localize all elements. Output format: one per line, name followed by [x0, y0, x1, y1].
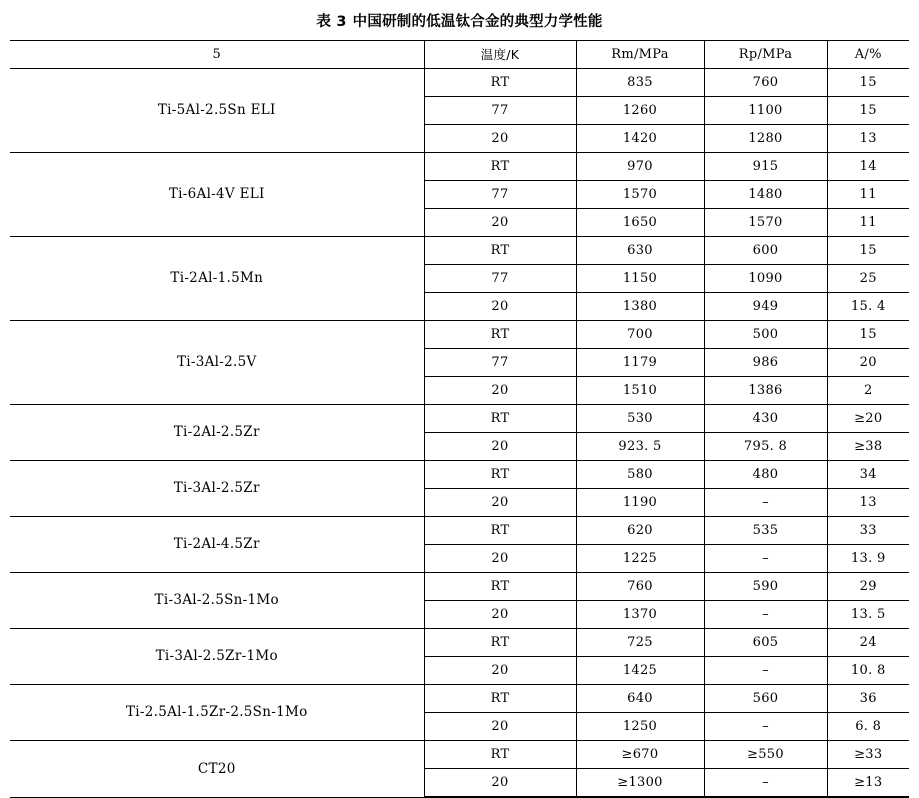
rp-cell: 480: [704, 461, 827, 489]
temperature-cell: 20: [424, 769, 576, 798]
rm-cell: 700: [576, 321, 704, 349]
elongation-cell: 15: [827, 69, 909, 97]
elongation-cell: 36: [827, 685, 909, 713]
elongation-cell: 24: [827, 629, 909, 657]
rm-cell: 1250: [576, 713, 704, 741]
alloy-name-cell: Ti-2.5Al-1.5Zr-2.5Sn-1Mo: [10, 685, 424, 741]
column-header-rp: Rp/MPa: [704, 41, 827, 69]
rm-cell: 1179: [576, 349, 704, 377]
alloy-name-cell: Ti-3Al-2.5V: [10, 321, 424, 405]
rm-cell: 923. 5: [576, 433, 704, 461]
rm-cell: 620: [576, 517, 704, 545]
elongation-cell: 15: [827, 321, 909, 349]
table-row: [10, 153, 909, 181]
alloy-name-cell: Ti-2Al-2.5Zr: [10, 405, 424, 461]
rp-cell: 430: [704, 405, 827, 433]
rp-cell: 560: [704, 685, 827, 713]
rp-cell: 760: [704, 69, 827, 97]
table-row: [10, 573, 909, 601]
elongation-cell: 11: [827, 181, 909, 209]
elongation-cell: 33: [827, 517, 909, 545]
temperature-cell: 20: [424, 209, 576, 237]
rm-cell: 1510: [576, 377, 704, 405]
caption-text: 中国研制的低温钛合金的典型力学性能: [352, 14, 603, 30]
rp-cell: 1090: [704, 265, 827, 293]
rp-cell: 795. 8: [704, 433, 827, 461]
elongation-cell: 13: [827, 125, 909, 153]
elongation-cell: ≥33: [827, 741, 909, 769]
table-row: [10, 237, 909, 265]
elongation-cell: 2: [827, 377, 909, 405]
elongation-cell: 13. 5: [827, 601, 909, 629]
rp-cell: 500: [704, 321, 827, 349]
table-caption: [10, 10, 909, 31]
rm-cell: 1380: [576, 293, 704, 321]
rp-cell: –: [704, 657, 827, 685]
rp-cell: 949: [704, 293, 827, 321]
temperature-cell: 77: [424, 265, 576, 293]
elongation-cell: 15: [827, 97, 909, 125]
rm-cell: 970: [576, 153, 704, 181]
elongation-cell: 14: [827, 153, 909, 181]
rp-cell: ≥550: [704, 741, 827, 769]
temperature-cell: 20: [424, 601, 576, 629]
elongation-cell: 15. 4: [827, 293, 909, 321]
rp-cell: –: [704, 489, 827, 517]
rp-cell: 986: [704, 349, 827, 377]
rm-cell: 1370: [576, 601, 704, 629]
temperature-cell: 77: [424, 349, 576, 377]
rm-cell: 530: [576, 405, 704, 433]
rp-cell: –: [704, 545, 827, 573]
temperature-cell: 20: [424, 433, 576, 461]
rm-cell: 835: [576, 69, 704, 97]
elongation-cell: 15: [827, 237, 909, 265]
alloy-name-cell: Ti-6Al-4V ELI: [10, 153, 424, 237]
elongation-cell: ≥20: [827, 405, 909, 433]
rm-cell: 760: [576, 573, 704, 601]
rm-cell: 1225: [576, 545, 704, 573]
temperature-cell: 20: [424, 377, 576, 405]
temperature-cell: RT: [424, 237, 576, 265]
rp-cell: 600: [704, 237, 827, 265]
elongation-cell: 6. 8: [827, 713, 909, 741]
header-row: [10, 41, 909, 69]
table-body: [10, 69, 909, 798]
elongation-cell: 10. 8: [827, 657, 909, 685]
rm-cell: 1150: [576, 265, 704, 293]
rp-cell: 915: [704, 153, 827, 181]
elongation-cell: ≥13: [827, 769, 909, 798]
temperature-cell: RT: [424, 573, 576, 601]
alloy-name-cell: CT20: [10, 741, 424, 798]
table-row: [10, 405, 909, 433]
rp-cell: 535: [704, 517, 827, 545]
elongation-cell: 11: [827, 209, 909, 237]
table-row: [10, 517, 909, 545]
temperature-cell: RT: [424, 685, 576, 713]
rm-cell: 1425: [576, 657, 704, 685]
rm-cell: ≥1300: [576, 769, 704, 798]
temperature-cell: 20: [424, 713, 576, 741]
temperature-cell: 20: [424, 657, 576, 685]
temperature-cell: RT: [424, 741, 576, 769]
table-row: [10, 741, 909, 769]
temperature-cell: RT: [424, 405, 576, 433]
alloy-name-cell: Ti-3Al-2.5Zr: [10, 461, 424, 517]
rp-cell: 1480: [704, 181, 827, 209]
temperature-cell: RT: [424, 321, 576, 349]
elongation-cell: 29: [827, 573, 909, 601]
temperature-cell: 20: [424, 125, 576, 153]
rm-cell: 580: [576, 461, 704, 489]
rm-cell: 640: [576, 685, 704, 713]
temperature-cell: 20: [424, 489, 576, 517]
temperature-cell: 77: [424, 181, 576, 209]
elongation-cell: 13. 9: [827, 545, 909, 573]
temperature-cell: RT: [424, 153, 576, 181]
elongation-cell: 25: [827, 265, 909, 293]
rm-cell: 1190: [576, 489, 704, 517]
alloy-name-cell: Ti-3Al-2.5Sn-1Mo: [10, 573, 424, 629]
elongation-cell: ≥38: [827, 433, 909, 461]
rm-cell: 725: [576, 629, 704, 657]
alloy-name-cell: Ti-2Al-1.5Mn: [10, 237, 424, 321]
temperature-cell: RT: [424, 69, 576, 97]
table-row: [10, 685, 909, 713]
table-row: [10, 69, 909, 97]
column-header-temperature: 温度/K: [424, 41, 576, 69]
rm-cell: ≥670: [576, 741, 704, 769]
elongation-cell: 13: [827, 489, 909, 517]
temperature-cell: RT: [424, 517, 576, 545]
alloy-name-cell: Ti-2Al-4.5Zr: [10, 517, 424, 573]
table-row: [10, 629, 909, 657]
elongation-cell: 20: [827, 349, 909, 377]
temperature-cell: RT: [424, 461, 576, 489]
mechanical-properties-table: [10, 40, 909, 798]
temperature-cell: RT: [424, 629, 576, 657]
rm-cell: 1570: [576, 181, 704, 209]
table-header: [10, 41, 909, 69]
rm-cell: 1260: [576, 97, 704, 125]
table-row: [10, 461, 909, 489]
column-header-alloy: 5: [10, 41, 424, 69]
rm-cell: 1650: [576, 209, 704, 237]
temperature-cell: 20: [424, 293, 576, 321]
rp-cell: 605: [704, 629, 827, 657]
caption-label: 表 3: [316, 14, 347, 30]
rp-cell: –: [704, 601, 827, 629]
rm-cell: 1420: [576, 125, 704, 153]
alloy-name-cell: Ti-5Al-2.5Sn ELI: [10, 69, 424, 153]
rp-cell: 1280: [704, 125, 827, 153]
column-header-a: A/%: [827, 41, 909, 69]
rp-cell: 1100: [704, 97, 827, 125]
column-header-rm: Rm/MPa: [576, 41, 704, 69]
table-row: [10, 321, 909, 349]
elongation-cell: 34: [827, 461, 909, 489]
alloy-name-cell: Ti-3Al-2.5Zr-1Mo: [10, 629, 424, 685]
rp-cell: 1386: [704, 377, 827, 405]
temperature-cell: 77: [424, 97, 576, 125]
rp-cell: 1570: [704, 209, 827, 237]
rp-cell: 590: [704, 573, 827, 601]
rp-cell: –: [704, 713, 827, 741]
temperature-cell: 20: [424, 545, 576, 573]
rp-cell: –: [704, 769, 827, 798]
rm-cell: 630: [576, 237, 704, 265]
